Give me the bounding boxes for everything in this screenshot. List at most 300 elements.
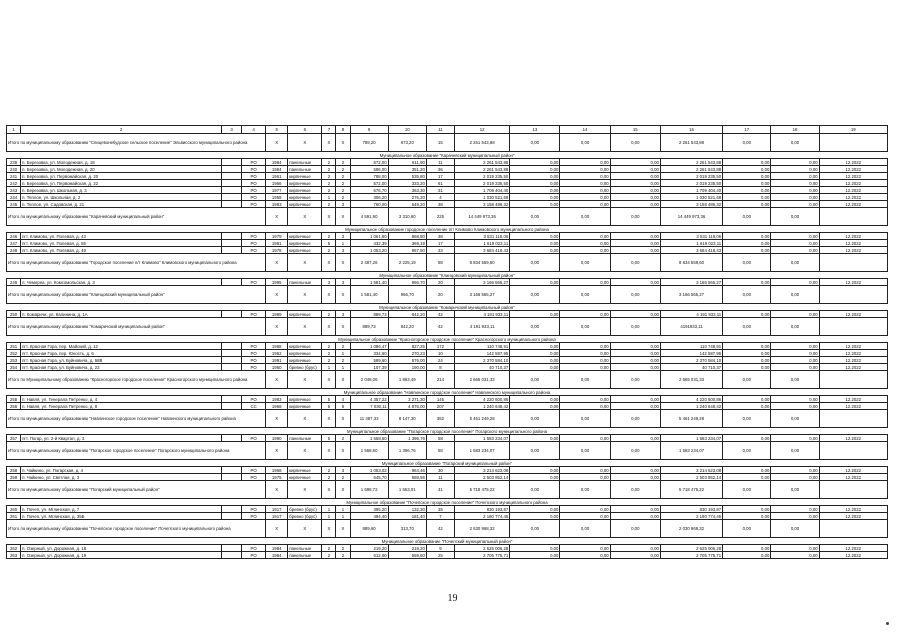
table-row [7,166,888,173]
subtotal-cell: X [336,371,350,389]
table-cell: 219,20 [388,545,426,552]
table-cell: 12.2022 [819,364,887,371]
subtotal-cell: 0,00 [560,520,610,538]
subtotal-cell: 0,00 [560,134,610,152]
column-number: 12 [454,126,509,134]
table-cell: 2 [322,201,336,208]
table-cell: 1978 [266,247,288,254]
table-cell: 333,20 [388,180,426,187]
table-cell: пгт. Погар, ул. 2-й Квартал, д. 3 [21,435,222,442]
table-cell: 0,00 [610,159,660,166]
table-cell: 0,00 [723,247,771,254]
table-cell: 611,90 [388,159,426,166]
subtotal-cell: 2 225,19 [388,254,426,272]
table-cell: панельные [288,159,322,166]
table-cell: кирпичные [288,343,322,350]
table-cell: 255 [7,396,21,403]
table-cell: 35 [426,506,454,513]
table-cell: 0,00 [610,403,660,410]
table-cell: 252 [7,350,21,357]
table-cell: 2 [322,552,336,559]
table-cell [221,467,241,474]
subtotal-row [7,134,888,152]
table-cell: 0,00 [560,403,610,410]
table-cell: п. Почеп, ул. Мглинская, д. 7 [21,506,222,513]
table-cell: 4 357,22 [350,396,388,403]
subtotal-cell: X [288,371,322,389]
table-cell: 0,00 [723,173,771,180]
table-cell: 572,00 [350,180,388,187]
table-cell: 2 503 852,14 [454,474,509,481]
table-cell: 33 [426,247,454,254]
scan-dot [886,622,889,625]
table-cell: кирпичные [288,396,322,403]
table-cell: 5 [322,403,336,410]
table-cell: 38 [426,201,454,208]
table-cell: 2 [322,247,336,254]
table-cell: 645,70 [350,474,388,481]
subtotal-cell: 313,70 [388,520,426,538]
table-cell: 270,23 [388,350,426,357]
section-title: Муниципальное образование "Навлинское городское поселение" Навлинского муниципального района [7,389,888,396]
table-cell [221,279,241,286]
table-cell: 242 [7,180,21,187]
section-title: Муниципальное образование "Красногорское городское поселение" Красногорского муниципального района [7,336,888,343]
table-cell: 12.2022 [819,552,887,559]
table-cell: 0,00 [771,364,819,371]
table-cell: 40 710,37 [660,364,722,371]
table-cell: 0,00 [510,403,560,410]
subtotal-cell: 4 191 933,11 [454,318,509,336]
subtotal-cell [819,208,887,226]
subtotal-cell: X [322,410,336,428]
subtotal-cell: 0,00 [610,134,660,152]
table-row [7,343,888,350]
subtotal-cell: 2 630 968,32 [454,520,509,538]
table-cell: 12.2022 [819,467,887,474]
table-cell: кирпичные [288,201,322,208]
subtotal-cell: 0,00 [560,371,610,389]
subtotal-cell: 966,70 [388,286,426,304]
table-cell: кирпичные [288,350,322,357]
subtotal-cell: X [288,286,322,304]
table-cell: 0,00 [723,364,771,371]
table-cell: 9 [426,545,454,552]
table-cell: бревно (брус) [288,364,322,371]
table-cell: 0,00 [560,350,610,357]
table-cell: 0,00 [723,187,771,194]
table-cell: 0,00 [771,240,819,247]
table-cell: кирпичные [288,173,322,180]
table-cell: 0,00 [510,173,560,180]
subtotal-row [7,318,888,336]
table-cell [221,435,241,442]
subtotal-cell: 0,00 [723,410,771,428]
table-cell: 2 019 235,50 [660,173,722,180]
column-number: 16 [660,126,722,134]
subtotal-row [7,286,888,304]
table-cell: пгт. Красная Гора, пер. Юность, д. 6 [21,350,222,357]
table-row [7,279,888,286]
table-cell: 0,00 [510,506,560,513]
table-cell: 0,00 [510,343,560,350]
table-cell: 0,00 [610,552,660,559]
subtotal-label: Итого по муниципальному образованию "Карачевский муниципальный район" [7,208,266,226]
subtotal-cell: X [266,254,288,272]
table-row [7,201,888,208]
table-cell [221,357,241,364]
table-cell: 2 [322,350,336,357]
table-cell: 1 [336,350,350,357]
table-cell: панельные [288,545,322,552]
table-cell: 0,00 [560,311,610,318]
subtotal-cell: X [288,520,322,538]
table-cell: 0,00 [723,552,771,559]
subtotal-cell: 14 449 973,36 [660,208,722,226]
table-cell: 1 [336,364,350,371]
table-cell: 0,00 [610,513,660,520]
table-cell [221,364,241,371]
subtotal-cell: 789,20 [350,134,388,152]
table-cell: кирпичные [288,247,322,254]
subtotal-cell: 5 718 475,22 [660,481,722,499]
subtotal-cell: X [322,254,336,272]
table-cell: 3 [336,311,350,318]
table-cell: 572,00 [350,159,388,166]
table-cell: 3 531 118,06 [660,233,722,240]
table-cell: 258 [7,467,21,474]
table-cell: 0,00 [723,545,771,552]
table-cell: 190,00 [388,364,426,371]
address-program-table [6,125,888,559]
table-cell: 0,00 [771,187,819,194]
table-cell: 1 053,02 [350,467,388,474]
subtotal-cell: 0,00 [723,481,771,499]
table-cell: 172 [426,343,454,350]
table-cell: 2 [322,173,336,180]
table-cell: 12.2022 [819,506,887,513]
table-cell: пгт. Климово, ул. Полевая, д. 49 [21,247,222,254]
table-cell: 2 261 543,88 [660,166,722,173]
table-cell: 12.2022 [819,201,887,208]
table-cell: 760,00 [350,201,388,208]
table-cell: PO [242,311,266,318]
table-cell: 1 396,76 [388,435,426,442]
table-cell: 207 [426,403,454,410]
table-row [7,180,888,187]
table-cell: 2 [322,180,336,187]
table-cell: 4 [336,396,350,403]
table-cell: 1990 [266,435,288,442]
table-cell: 7 030,11 [350,403,388,410]
subtotal-cell [819,481,887,499]
subtotal-cell: 214 [426,371,454,389]
table-cell: 649,20 [388,201,426,208]
table-row [7,506,888,513]
subtotal-cell: 0,00 [560,286,610,304]
table-cell: PO [242,506,266,513]
table-cell: 1984 [266,166,288,173]
table-cell: 0,00 [610,166,660,173]
table-cell: 7 [426,513,454,520]
table-cell: 30 [426,467,454,474]
table-cell: кирпичные [288,194,322,201]
table-row [7,396,888,403]
subtotal-label: Итого по муниципальному образованию "Городское поселение п/т Климово" Климовского муниципального района [7,254,266,272]
table-cell: пгт. Красная Гора, ул. Буйновича, д. 23 [21,364,222,371]
table-cell: 17 [426,173,454,180]
table-cell: 1 086,47 [350,343,388,350]
table-cell: 0,00 [610,180,660,187]
table-cell: 0,00 [723,166,771,173]
subtotal-cell [819,286,887,304]
table-cell: 254 [7,364,21,371]
table-cell: 0,00 [560,166,610,173]
table-cell: 0,00 [560,233,610,240]
table-cell: 0,00 [723,180,771,187]
table-cell: 0,00 [771,474,819,481]
table-cell: 0,00 [771,173,819,180]
table-cell: 3 166 565,27 [660,279,722,286]
table-cell: 0,00 [610,350,660,357]
section-title: Муниципальное образование "Почепское городское поселение" Почепского муниципального района [7,499,888,506]
subtotal-cell: 0,00 [560,481,610,499]
table-cell: 42 [426,311,454,318]
table-row [7,247,888,254]
subtotal-cell: 0,00 [510,254,560,272]
table-cell: 25 [426,552,454,559]
table-cell: 0,00 [610,343,660,350]
table-cell: 0,00 [560,435,610,442]
table-cell: 219,20 [350,545,388,552]
table-cell: 145 [426,396,454,403]
table-cell: 1 583 234,07 [454,435,509,442]
table-cell: 12.2022 [819,187,887,194]
subtotal-cell: 4 591,90 [350,208,388,226]
table-cell: 2 019 235,50 [454,173,509,180]
column-number: 17 [723,126,771,134]
subtotal-cell: 2 030 968,32 [660,520,722,538]
column-number: 18 [771,126,819,134]
subtotal-cell: 4191933,11 [660,318,722,336]
table-cell: 2 [322,545,336,552]
subtotal-cell: 2 665 031,33 [660,371,722,389]
table-cell: 132,30 [388,506,426,513]
table-cell: 0,00 [771,513,819,520]
table-cell: 61 [426,180,454,187]
table-cell: 1 709 404,40 [660,187,722,194]
section-heading-row [7,499,888,506]
table-cell: 4 191 933,11 [660,311,722,318]
table-cell: 2 625 006,28 [660,545,722,552]
subtotal-cell: 41 [426,481,454,499]
subtotal-cell: 15 [426,134,454,152]
subtotal-cell: 0,00 [723,208,771,226]
table-cell: 1962 [266,350,288,357]
table-cell: 11 [426,474,454,481]
table-cell: 0,00 [610,279,660,286]
subtotal-cell: 20 [426,286,454,304]
table-cell: 0,00 [771,233,819,240]
subtotal-label: Итого по муниципальному образованию "Погарский муниципальный район" [7,481,266,499]
subtotal-cell: X [288,208,322,226]
table-cell: 3 [336,201,350,208]
subtotal-cell: 0,00 [771,410,819,428]
table-cell: 0,00 [560,247,610,254]
subtotal-cell: X [288,410,322,428]
table-cell: 12.2022 [819,403,887,410]
table-cell: 0,00 [723,343,771,350]
table-cell: п. Озерный, ул. Дорожная, д. 19 [21,552,222,559]
table-cell: 246 [7,233,21,240]
table-cell: 12.2022 [819,357,887,364]
table-cell: 788,00 [350,173,388,180]
section-title: Муниципальное образование "Комаричский муниципальный район" [7,304,888,311]
table-cell: 12.2022 [819,233,887,240]
table-cell: 11 [426,159,454,166]
table-cell: 0,00 [610,233,660,240]
subtotal-cell [819,254,887,272]
subtotal-cell: 1 863,49 [388,371,426,389]
table-cell: PO [242,279,266,286]
table-cell: 1983 [266,201,288,208]
table-cell: 0,00 [510,194,560,201]
table-cell: 259 [7,474,21,481]
section-heading-row [7,460,888,467]
table-cell: 247 [7,240,21,247]
subtotal-cell: 2 487,26 [350,254,388,272]
table-cell: 12.2022 [819,343,887,350]
table-cell: 3 684 418,43 [454,247,509,254]
subtotal-cell: 5 461 249,28 [660,410,722,428]
table-cell: 0,00 [510,552,560,559]
subtotal-cell: 889,60 [350,520,388,538]
table-cell: 0,00 [771,180,819,187]
table-cell: 244 [7,194,21,201]
column-number: 11 [426,126,454,134]
section-heading-row [7,226,888,233]
table-cell: 38 [426,233,454,240]
subtotal-cell: 3 166 565,27 [660,286,722,304]
table-cell: 0,00 [610,435,660,442]
section-title: Муниципальное образование городское поселение п/т Климово Климовского муниципального района [7,226,888,233]
table-cell: 107,39 [350,364,388,371]
subtotal-cell: 0,00 [510,371,560,389]
table-cell: 31 [426,187,454,194]
table-cell: 0,00 [560,194,610,201]
table-cell: 1 619 023,11 [454,240,509,247]
column-number: 13 [510,126,560,134]
subtotal-cell: 0,00 [560,442,610,460]
table-cell: 3 214 623,08 [454,467,509,474]
table-cell: 967,50 [388,247,426,254]
table-cell: 0,00 [723,513,771,520]
table-row [7,513,888,520]
subtotal-cell: 5 718 475,22 [454,481,509,499]
table-cell [221,166,241,173]
table-cell: п. Березовка, ул. Молодежная, д. 18 [21,159,222,166]
table-cell: 1917 [266,506,288,513]
table-cell: 0,00 [560,467,610,474]
subtotal-cell: 1 553,01 [388,481,426,499]
subtotal-cell: X [336,208,350,226]
table-cell: 1 [322,194,336,201]
subtotal-cell: 0,00 [723,318,771,336]
table-cell: 1984 [266,552,288,559]
subtotal-cell: 0,00 [610,520,660,538]
table-cell [221,403,241,410]
table-cell: пгт. Красная Гора, ул. Буйновича, д. 58В [21,357,222,364]
table-cell: 1968 [266,403,288,410]
column-number: 19 [819,126,887,134]
table-cell: 0,00 [771,311,819,318]
section-title: Муниципальное образование "Погарское городское поселение" Погарского муниципального района [7,428,888,435]
table-cell: 0,00 [771,467,819,474]
table-cell: 2 [336,343,350,350]
table-cell: 0,00 [610,187,660,194]
table-cell: пгт. Климово, ул. Полевая, д. 55 [21,240,222,247]
subtotal-cell: 3 166 565,27 [454,286,509,304]
subtotal-cell: 0,00 [771,286,819,304]
table-cell: 0,00 [560,474,610,481]
table-cell: 0,00 [771,247,819,254]
table-cell: 0,00 [510,233,560,240]
table-cell: 0,00 [610,364,660,371]
table-cell: 0,00 [610,194,660,201]
table-cell: 12.2022 [819,180,887,187]
table-cell: 12.2022 [819,396,887,403]
table-cell: панельные [288,552,322,559]
table-cell: CC [242,403,266,410]
table-cell: 588,55 [388,474,426,481]
subtotal-cell: 2 665 031,33 [454,371,509,389]
table-cell: кирпичные [288,240,322,247]
subtotal-cell: 1 583 234,07 [454,442,509,460]
table-cell: п. Теплое, ул. Садовская, д. 21 [21,201,222,208]
table-cell: 827,25 [388,343,426,350]
column-number: 15 [610,126,660,134]
table-cell: 12.2022 [819,311,887,318]
subtotal-label: Итого по муниципальному образованию "Погарское городское поселение" Погарского муниципального района [7,442,266,460]
table-cell: 2 180 774,45 [454,513,509,520]
table-body [7,126,888,559]
table-cell: 12.2022 [819,247,887,254]
table-cell: 3 158 486,32 [454,201,509,208]
table-cell: 0,00 [723,467,771,474]
table-cell: 0,00 [560,201,610,208]
table-cell: пгт. Климово, ул. Полевая, д. 43 [21,233,222,240]
section-heading-row [7,336,888,343]
table-cell: кирпичные [288,233,322,240]
table-cell: кирпичные [288,311,322,318]
table-cell: 351,20 [388,166,426,173]
table-cell: 2 [322,467,336,474]
table-cell: 2 [336,166,350,173]
section-heading-row [7,152,888,159]
subtotal-cell: 88 [426,254,454,272]
table-cell: 253 [7,357,21,364]
table-cell: 0,00 [723,396,771,403]
subtotal-cell: 225 [426,208,454,226]
subtotal-cell: 0,00 [723,371,771,389]
table-cell: 1 061,80 [350,233,388,240]
table-cell: 12.2022 [819,166,887,173]
table-cell: 243 [7,187,21,194]
subtotal-cell: X [266,481,288,499]
table-cell [221,247,241,254]
subtotal-cell: 352 [426,410,454,428]
subtotal-label: Итого по муниципальному образованию "Клинцовский муниципальный район" [7,286,266,304]
